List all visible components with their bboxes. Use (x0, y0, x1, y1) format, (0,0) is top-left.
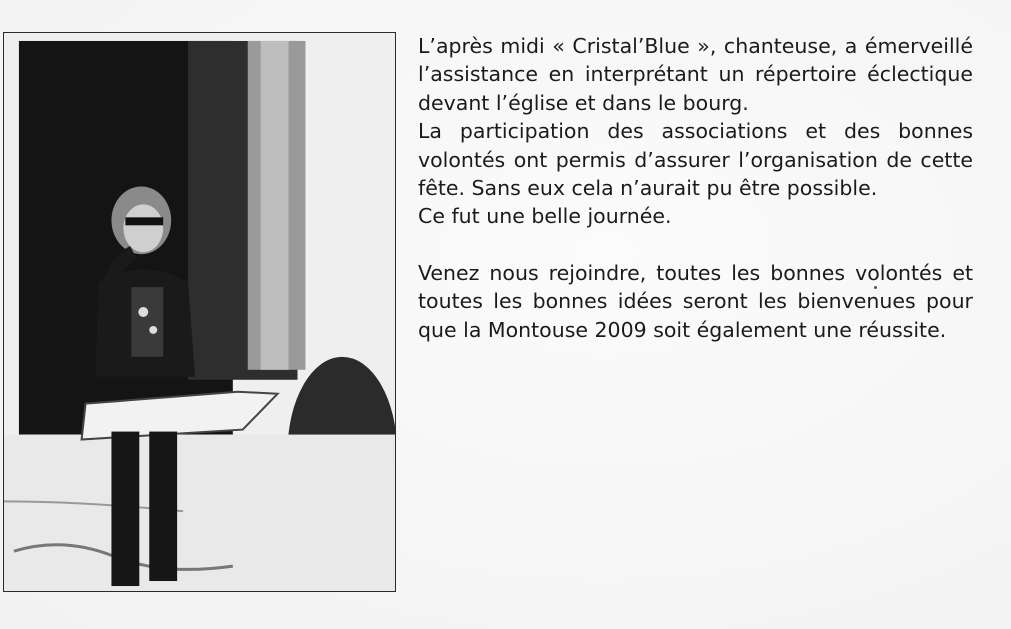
paragraph-gap (418, 231, 973, 259)
singer-photo-image (4, 33, 395, 591)
paragraph-invitation: Venez nous rejoindre, toutes les bonnes volontés et toutes les bonnes idées seront les bienvenues pour que la Montouse 2009 soit également une réussite. (418, 260, 973, 342)
paragraph-concert: L’après midi « Cristal’Blue », chanteuse, a émerveillé l’assistance en interprétant un répertoire éclectique devant l’église et dans le bourg. (418, 34, 973, 115)
paragraph-participation: La participation des associations et des bonnes volontés ont permis d’assurer l’organisation de cette fête. Sans eux cela n’aurait pu être possible. (418, 119, 973, 201)
singer-photo (3, 32, 396, 592)
scan-speck (874, 286, 877, 289)
paragraph-conclusion: Ce fut une belle journée. (418, 204, 672, 229)
article-text (418, 32, 973, 344)
